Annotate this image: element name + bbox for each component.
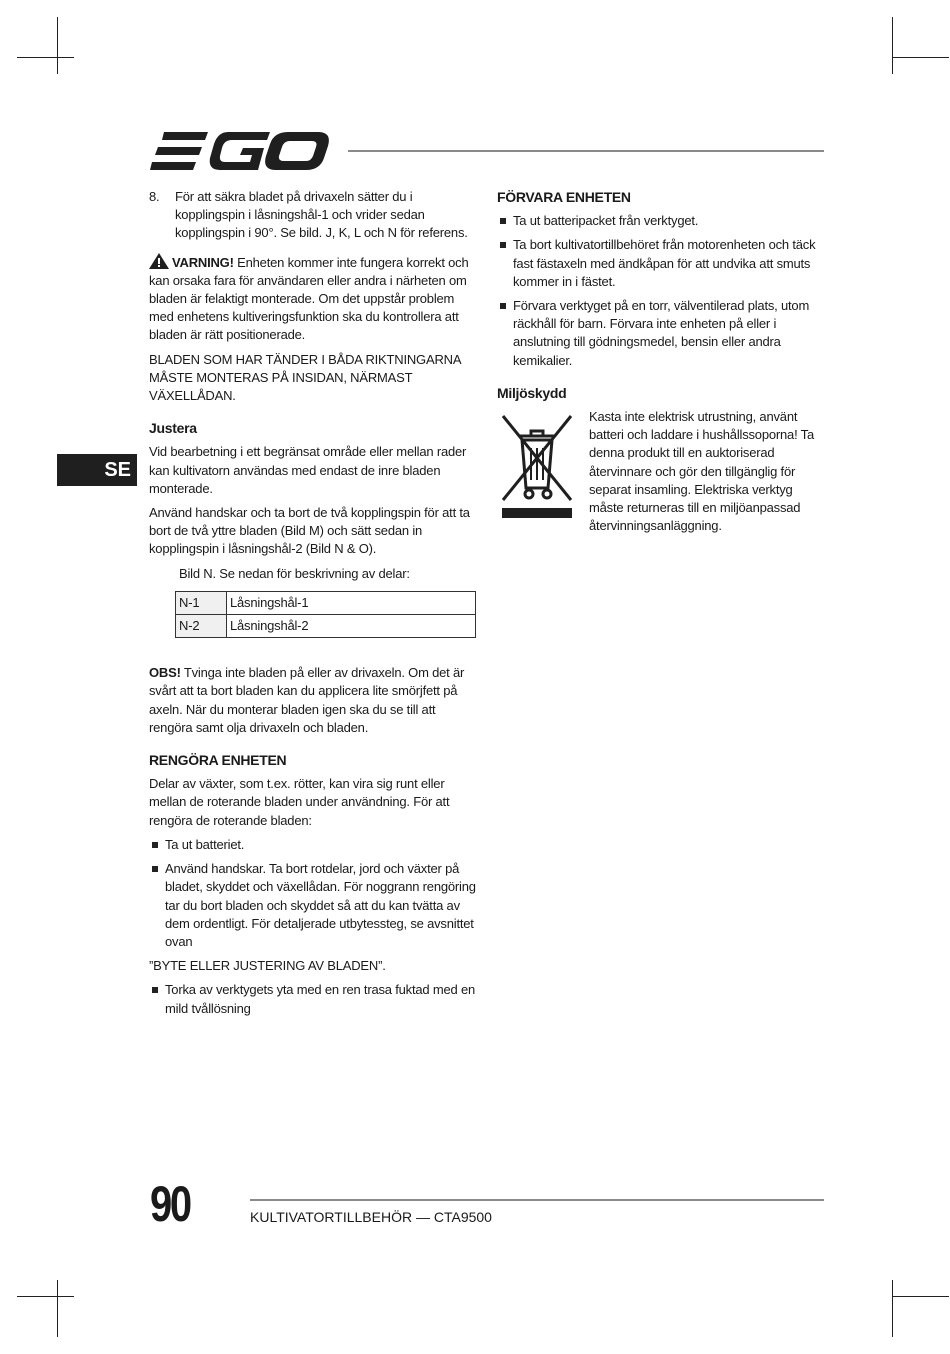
- justera-paragraph-1: Vid bearbetning i ett begränsat område eller mellan rader kan kultivatorn användas med endast de inre bladen monterade.: [149, 444, 467, 496]
- list-item-text: Ta ut batteripacket från verktyget.: [513, 213, 699, 229]
- obs-label: OBS!: [149, 665, 181, 681]
- list-item-text: Ta ut batteriet.: [165, 836, 245, 852]
- obs-paragraph: [149, 664, 479, 737]
- bullet-icon: [149, 836, 165, 854]
- list-item: [497, 236, 827, 291]
- list-item-text: Ta bort kultivatortillbehöret från motorenheten och täck fast fästaxeln med ändkåpan för att undvika att smuts kommer in i fästet.: [513, 237, 816, 289]
- warning-text: Enheten kommer inte fungera korrekt och kan orsaka fara för användaren eller andra i närheten om bladen är felaktigt monterade. Om det uppstår problem med enhetens kultiveringsfunktion ska du kontrollera att bladen är rätt positionerade.: [149, 254, 469, 343]
- table-row: [176, 615, 476, 638]
- warning-label: VARNING!: [172, 254, 234, 270]
- list-item: [149, 836, 479, 854]
- list-item-text: Torka av verktygets yta med en ren trasa fuktad med en mild tvållösning: [165, 982, 476, 1016]
- obs-text: Tvinga inte bladen på eller av drivaxeln. Om det är svårt att ta bort bladen kan du applicera lite smörjfett på axeln. När du monterar bladen igen ska du se till att rengöra samt olja drivaxeln och bladen.: [149, 665, 465, 735]
- table-value: Låsningshål-2: [227, 615, 476, 638]
- table-value: Låsningshål-1: [227, 591, 476, 614]
- bullet-icon: [497, 297, 513, 370]
- section-title-forvara: FÖRVARA ENHETEN: [497, 189, 631, 205]
- header-rule: [348, 150, 824, 152]
- step-8: [149, 188, 479, 243]
- environment-text: Kasta inte elektrisk utrustning, använt batteri och laddare i hushållssoporna! Ta denna produkt till en auktoriserad återvinnare och gör den tillgänglig för separat insamling. Elektriska verktyg måste returneras till en miljöanpassad återvinningsanläggning.: [589, 409, 814, 534]
- weee-crossed-bin-icon: [497, 408, 577, 520]
- list-item: [149, 981, 479, 1017]
- list-item: [497, 297, 827, 370]
- warning-paragraph: [149, 253, 479, 345]
- table-row: [176, 591, 476, 614]
- footer-rule: [250, 1199, 824, 1201]
- warning-triangle-icon: [149, 253, 169, 269]
- footer-title: KULTIVATORTILLBEHÖR — CTA9500: [250, 1209, 492, 1225]
- language-tab: SE: [57, 454, 137, 486]
- left-column: [149, 188, 479, 1024]
- ego-logo: [150, 130, 330, 172]
- step-number: 8.: [149, 189, 160, 204]
- section-title-miljo: Miljöskydd: [497, 384, 567, 401]
- bullet-icon: [497, 236, 513, 291]
- list-item-text: Använd handskar. Ta bort rotdelar, jord och växter på bladet, skyddet och växellådan. För noggrann rengöring tar du bort bladen och skyddet så att du kan tvätta av dem ordentligt. För detaljerade utbytessteg, se avsnittet ovan: [165, 861, 476, 949]
- bullet-icon: [149, 981, 165, 1017]
- page-number: 90: [150, 1176, 190, 1232]
- section-title-rengora: RENGÖRA ENHETEN: [149, 752, 287, 769]
- parts-table: [175, 591, 476, 638]
- caps-note: BLADEN SOM HAR TÄNDER I BÅDA RIKTNINGARNA MÅSTE MONTERAS PÅ INSIDAN, NÄRMAST VÄXELLÅDAN.: [149, 351, 461, 404]
- justera-paragraph-2: Använd handskar och ta bort de två kopplingspin för att ta bort de två yttre bladen (Bild M) och sätt sedan in kopplingspin i låsningshål-2 (Bild N & O).: [149, 505, 470, 557]
- figure-caption: Bild N. Se nedan för beskrivning av delar:: [179, 565, 410, 581]
- table-key: N-1: [176, 591, 227, 614]
- right-column: [497, 188, 827, 541]
- rengora-intro: Delar av växter, som t.ex. rötter, kan vira sig runt eller mellan de roterande bladen under användning. För att rengöra de roterande bladen:: [149, 776, 450, 828]
- bullet-icon: [149, 860, 165, 951]
- step-text: För att säkra bladet på drivaxeln sätter du i kopplingspin i låsningshål-1 och vrider sedan kopplingspin i 90°. Se bild. J, K, L och N för referens.: [175, 189, 468, 241]
- list-item: [497, 212, 827, 230]
- rengora-quote: ”BYTE ELLER JUSTERING AV BLADEN”.: [149, 958, 386, 974]
- list-item-text: Förvara verktyget på en torr, välventilerad plats, utom räckhåll för barn. Förvara inte enheten på eller i anslutning till gödningsmedel, bensin eller andra kemikalier.: [513, 298, 810, 368]
- section-title-justera: Justera: [149, 420, 197, 437]
- table-key: N-2: [176, 615, 227, 638]
- environment-block: [497, 408, 827, 541]
- list-item: [149, 860, 479, 951]
- bullet-icon: [497, 212, 513, 230]
